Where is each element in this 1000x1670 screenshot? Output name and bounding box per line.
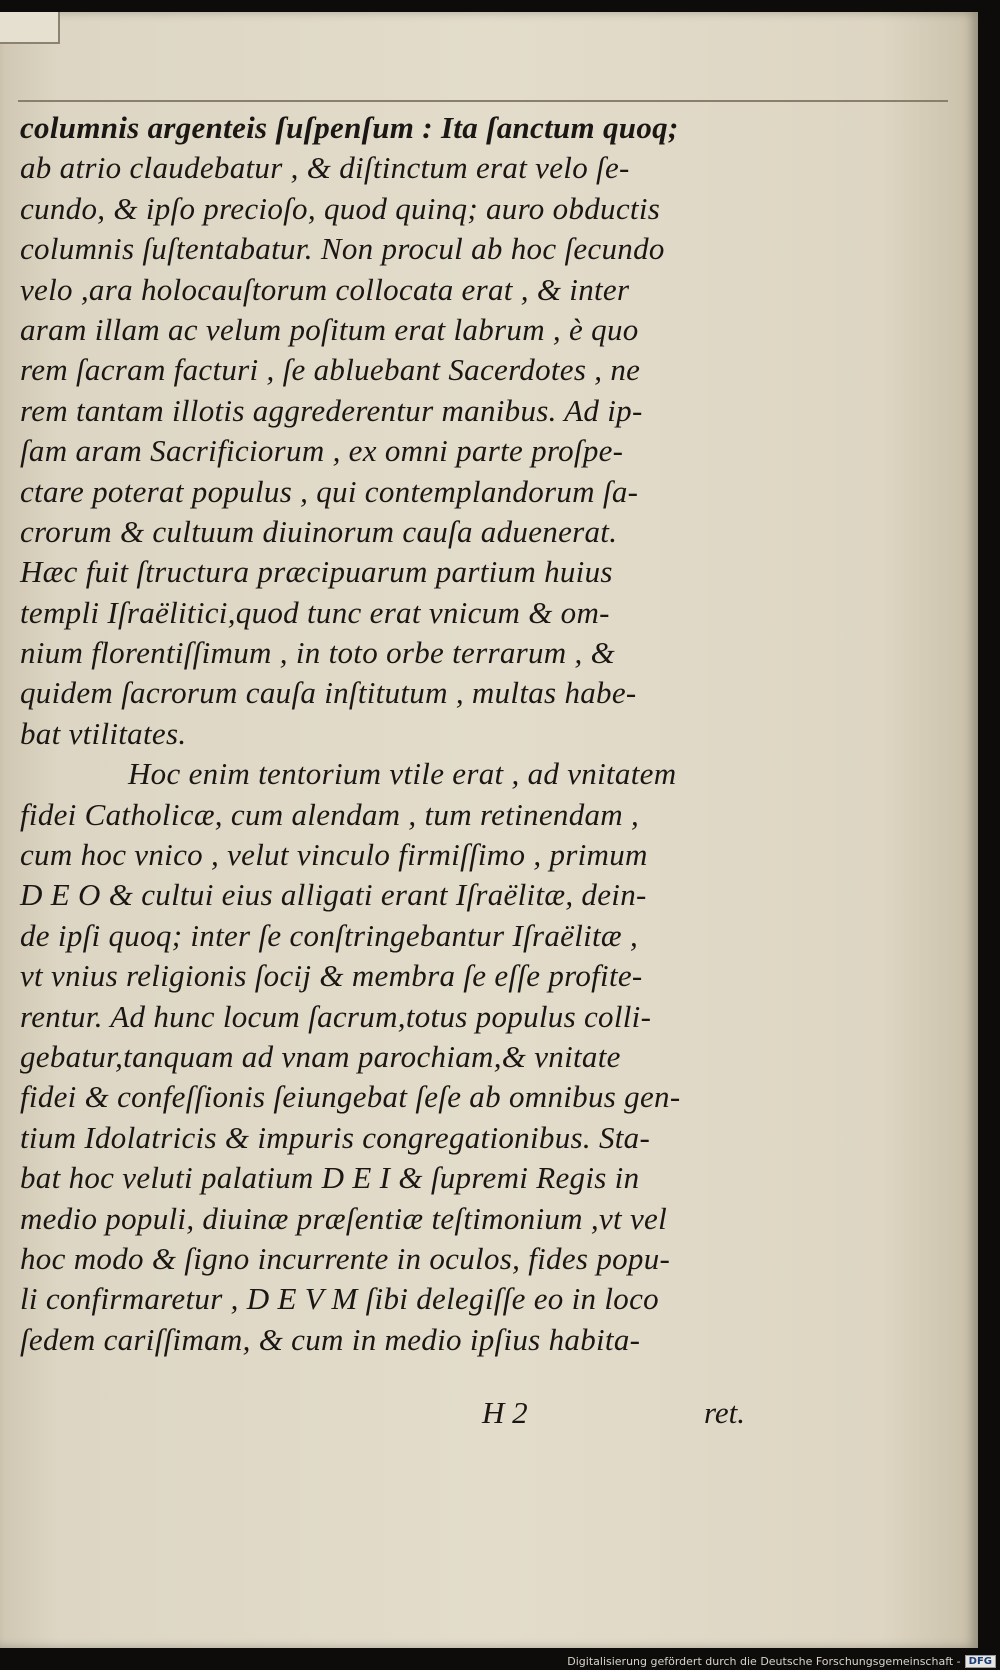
- text-line: gebatur,tanquam ad vnam parochiam,& vnitate: [20, 1038, 621, 1074]
- text-line: columnis argenteis ſuſpenſum : Ita ſanctum quoq;: [20, 110, 679, 145]
- catchword: ret.: [704, 1395, 746, 1430]
- text-line: fidei & confeſſionis ſeiungebat ſeſe ab omnibus gen-: [20, 1079, 681, 1115]
- text-line: fidei Catholicæ, cum alendam , tum retinendam ,: [20, 796, 640, 832]
- text-line: li confirmaretur , D E V M ſibi delegiſſe eo in loco: [20, 1281, 659, 1317]
- page-footer-line: [20, 1395, 750, 1435]
- credit-text: Digitalisierung gefördert durch die Deutsche Forschungsgemeinschaft -: [567, 1655, 961, 1668]
- text-line: Hæc fuit ſtructura præcipuarum partium huius: [20, 554, 613, 590]
- text-line: crorum & cultuum diuinorum cauſa aduenerat.: [20, 513, 618, 549]
- text-line: velo ,ara holocauſtorum collocata erat , & inter: [20, 271, 630, 307]
- signature-mark: H 2: [482, 1395, 528, 1430]
- text-line: hoc modo & ſigno incurrente in oculos, fides popu-: [20, 1240, 671, 1276]
- text-line: ſedem cariſſimam, & cum in medio ipſius habita-: [20, 1321, 641, 1357]
- text-line: columnis ſuſtentabatur. Non procul ab hoc ſecundo: [20, 231, 665, 267]
- text-line: vt vnius religionis ſocij & membra ſe eſſe profite-: [20, 958, 643, 994]
- text-line: quidem ſacrorum cauſa inſtitutum , multas habe-: [20, 675, 637, 711]
- page-tab-marker: [0, 12, 60, 44]
- text-line: rem ſacram facturi , ſe abluebant Sacerdotes , ne: [20, 352, 641, 388]
- text-line: bat hoc veluti palatium D E I & ſupremi Regis in: [20, 1160, 640, 1196]
- text-line: aram illam ac velum poſitum erat labrum , è quo: [20, 311, 639, 347]
- text-line: cum hoc vnico , velut vinculo firmiſſimo , primum: [20, 837, 648, 873]
- text-line: ctare poterat populus , qui contemplandorum ſa-: [20, 473, 639, 509]
- text-line: de ipſi quoq; inter ſe conſtringebantur Iſraëlitæ ,: [20, 917, 639, 953]
- text-line: templi Iſraëlitici,quod tunc erat vnicum & om-: [20, 594, 610, 630]
- text-line: rentur. Ad hunc locum ſacrum,totus populus colli-: [20, 998, 652, 1034]
- book-page: [0, 12, 978, 1648]
- text-line: medio populi, diuinæ præſentiæ teſtimonium ,vt vel: [20, 1200, 668, 1236]
- text-line: tium Idolatricis & impuris congregationibus. Sta-: [20, 1119, 651, 1155]
- text-line: bat vtilitates.: [20, 715, 187, 751]
- text-line: ab atrio claudebatur , & diſtinctum erat velo ſe-: [20, 150, 630, 186]
- text-line: cundo, & ipſo precioſo, quod quinq; auro obductis: [20, 190, 661, 226]
- top-rule: [18, 100, 948, 102]
- dfg-logo: DFG: [965, 1655, 996, 1668]
- text-line: nium florentiſſimum , in toto orbe terrarum , &: [20, 635, 616, 671]
- paragraph-start-line: Hoc enim tentorium vtile erat , ad vnitatem: [128, 756, 677, 792]
- text-line: D E O & cultui eius alligati erant Iſraëlitæ, dein-: [20, 877, 647, 913]
- digitization-credit: [567, 1655, 996, 1668]
- text-line: ſam aram Sacrificiorum , ex omni parte proſpe-: [20, 433, 624, 469]
- text-line: rem tantam illotis aggrederentur manibus. Ad ip-: [20, 392, 643, 428]
- page-text-block: [20, 108, 730, 1360]
